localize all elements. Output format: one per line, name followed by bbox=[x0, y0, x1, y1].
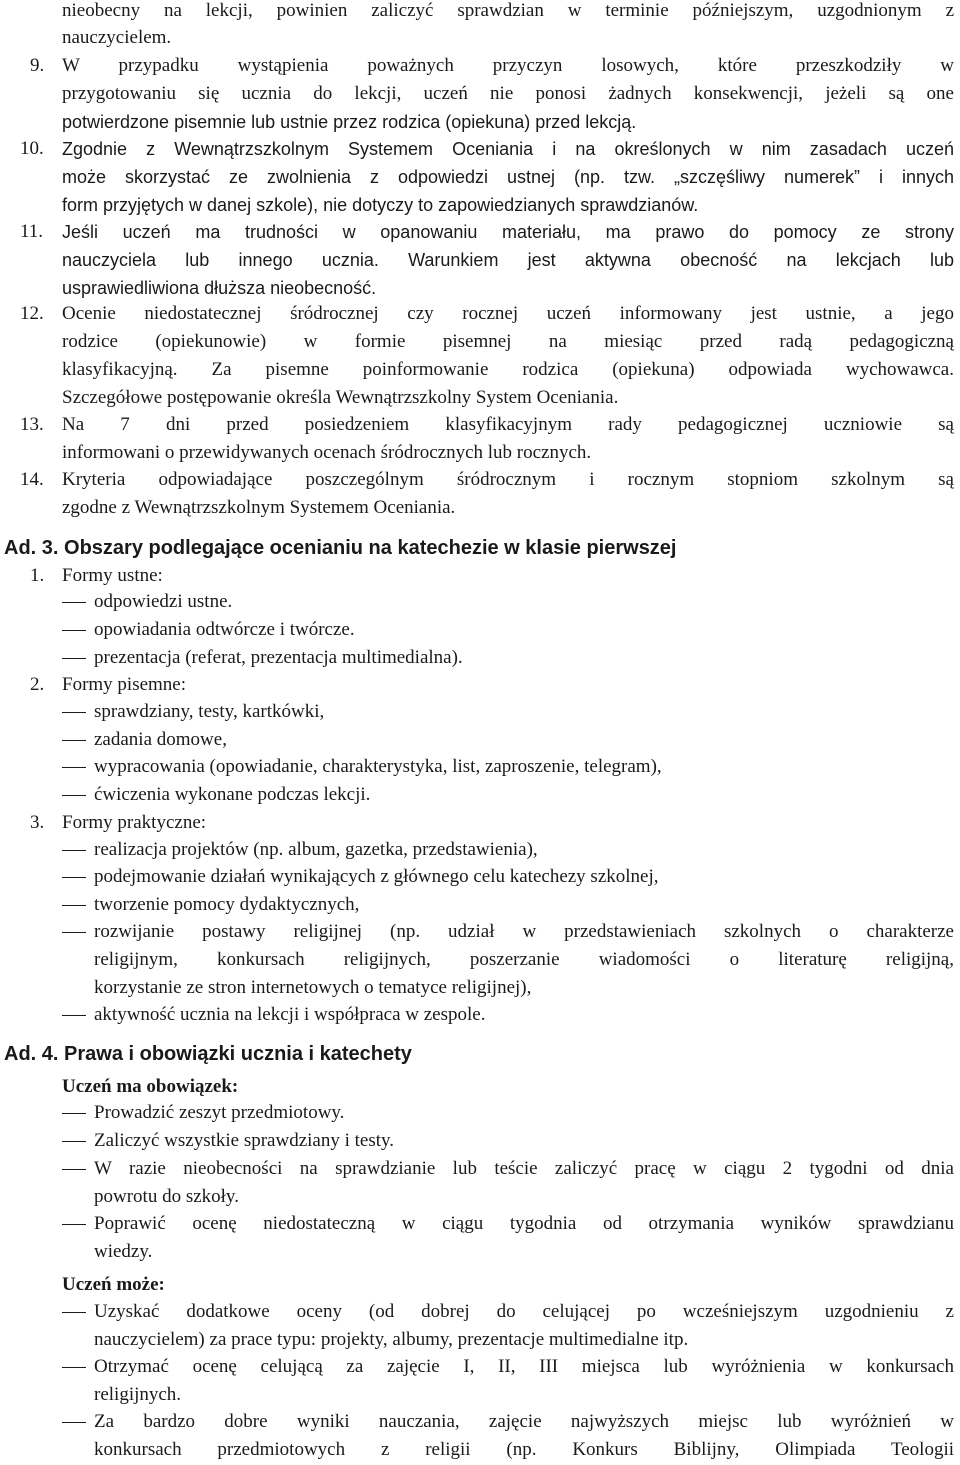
item-12-line-1: Ocenie niedostatecznej śródrocznej czy rocznej uczeń informowany jest ustnie, a jego bbox=[62, 303, 954, 324]
item-13-number: 13. bbox=[20, 414, 44, 435]
group-2-bullet-1: sprawdziany, testy, kartkówki, bbox=[94, 701, 325, 722]
bullet-dash-icon bbox=[62, 712, 86, 713]
right-2-line-1: Otrzymać ocenę celującą za zajęcie I, II, III miejsca lub wyróżnienia w konkursach bbox=[94, 1356, 954, 1377]
group-3-bullet-4-line-1: rozwijanie postawy religijnej (np. udział w przedstawieniach szkolnych o charakterze bbox=[94, 921, 954, 942]
bullet-dash-icon bbox=[62, 1141, 86, 1142]
group-2-bullet-4: ćwiczenia wykonane podczas lekcji. bbox=[94, 784, 371, 805]
item-14-number: 14. bbox=[20, 469, 44, 490]
group-3-bullet-2: podejmowanie działań wynikających z głównego celu katechezy szkolnej, bbox=[94, 866, 659, 887]
bullet-dash-icon bbox=[62, 740, 86, 741]
group-2-bullet-2: zadania domowe, bbox=[94, 729, 227, 750]
item-13-line-2: informowani o przewidywanych ocenach śródrocznych lub rocznych. bbox=[62, 442, 592, 463]
group-3-bullet-5: aktywność ucznia na lekcji i współpraca w zespole. bbox=[94, 1004, 486, 1025]
item-9-line-1: W przypadku wystąpienia poważnych przyczyn losowych, które przeszkodziły w bbox=[62, 55, 954, 76]
item-10-line-1: Zgodnie z Wewnątrzszkolnym Systemem Oceniania i na określonych w nim zasadach uczeń bbox=[62, 139, 954, 159]
duties-title: Uczeń ma obowiązek: bbox=[62, 1076, 239, 1097]
item-14-line-1: Kryteria odpowiadające poszczególnym śródrocznym i rocznym stopniom szkolnym są bbox=[62, 469, 954, 490]
item-10-line-3: form przyjętych w danej szkole), nie dotyczy to zapowiedzianych sprawdzianów. bbox=[62, 195, 699, 215]
group-1-number: 1. bbox=[30, 565, 45, 586]
bullet-dash-icon bbox=[62, 932, 86, 933]
bullet-dash-icon bbox=[62, 1367, 86, 1368]
item-12-number: 12. bbox=[20, 303, 44, 324]
group-1-bullet-3: prezentacja (referat, prezentacja multimedialna). bbox=[94, 647, 463, 668]
group-3-bullet-4-line-2: religijnym, konkursach religijnych, poszerzanie wiadomości o literaturę religijną, bbox=[94, 949, 954, 970]
bullet-dash-icon bbox=[62, 630, 86, 631]
bullet-dash-icon bbox=[62, 1113, 86, 1114]
bullet-dash-icon bbox=[62, 850, 86, 851]
duty-4-line-1: Poprawić ocenę niedostateczną w ciągu tygodnia od otrzymania wyników sprawdzianu bbox=[94, 1213, 954, 1234]
group-2-bullet-3: wypracowania (opowiadanie, charakterystyka, list, zaproszenie, telegram), bbox=[94, 756, 662, 777]
item-10-line-2: może skorzystać ze zwolnienia z odpowiedzi ustnej (np. tzw. „szczęśliwy numerek” i innych bbox=[62, 167, 954, 187]
item-12-line-2: rodzice (opiekunowie) w formie pisemnej na miesiąc przed radą pedagogiczną bbox=[62, 331, 954, 352]
bullet-dash-icon bbox=[62, 1169, 86, 1170]
item-10-number: 10. bbox=[20, 138, 44, 159]
item-9-number: 9. bbox=[30, 55, 45, 76]
bullet-dash-icon bbox=[62, 905, 86, 906]
duty-2: Zaliczyć wszystkie sprawdziany i testy. bbox=[94, 1130, 395, 1151]
group-2-title: Formy pisemne: bbox=[62, 674, 187, 695]
item-11-number: 11. bbox=[20, 221, 44, 242]
group-3-bullet-1: realizacja projektów (np. album, gazetka, przedstawienia), bbox=[94, 839, 538, 860]
item-9-line-2: przygotowaniu się ucznia do lekcji, uczeń nie ponosi żadnych konsekwencji, jeżeli są one bbox=[62, 83, 954, 104]
duty-3-line-2: powrotu do szkoły. bbox=[94, 1186, 239, 1207]
bullet-dash-icon bbox=[62, 1224, 86, 1225]
group-3-title: Formy praktyczne: bbox=[62, 812, 207, 833]
bullet-dash-icon bbox=[62, 1312, 86, 1313]
item-13-line-1: Na 7 dni przed posiedzeniem klasyfikacyjnym rady pedagogicznej uczniowie są bbox=[62, 414, 954, 435]
section-heading-ad3: Ad. 3. Obszary podlegające ocenianiu na katechezie w klasie pierwszej bbox=[4, 537, 677, 559]
rights-title: Uczeń może: bbox=[62, 1274, 165, 1295]
item-12-line-4: Szczegółowe postępowanie określa Wewnątrzszkolny System Oceniania. bbox=[62, 387, 619, 408]
duty-4-line-2: wiedzy. bbox=[94, 1241, 153, 1262]
bullet-dash-icon bbox=[62, 602, 86, 603]
item-11-line-3: usprawiedliwiona dłuższa nieobecność. bbox=[62, 278, 377, 298]
group-1-bullet-2: opowiadania odtwórcze i twórcze. bbox=[94, 619, 355, 640]
bullet-dash-icon bbox=[62, 1015, 86, 1016]
item-11-line-1: Jeśli uczeń ma trudności w opanowaniu materiału, ma prawo do pomocy ze strony bbox=[62, 222, 954, 242]
duty-1: Prowadzić zeszyt przedmiotowy. bbox=[94, 1102, 345, 1123]
item-12-line-3: klasyfikacyjną. Za pisemne poinformowanie rodzica (opiekuna) odpowiada wychowawca. bbox=[62, 359, 954, 380]
right-1-line-2: nauczycielem) za prace typu: projekty, albumy, prezentacje multimedialne itp. bbox=[94, 1329, 689, 1350]
item-11-line-2: nauczyciela lub innego ucznia. Warunkiem jest aktywna obecność na lekcjach lub bbox=[62, 250, 954, 270]
group-1-bullet-1: odpowiedzi ustne. bbox=[94, 591, 233, 612]
right-3-line-1: Za bardzo dobre wyniki nauczania, zajęcie najwyższych miejsc lub wyróżnień w bbox=[94, 1411, 954, 1432]
bullet-dash-icon bbox=[62, 877, 86, 878]
group-3-bullet-4-line-3: korzystanie ze stron internetowych o tematyce religijnej), bbox=[94, 977, 532, 998]
section-heading-ad4: Ad. 4. Prawa i obowiązki ucznia i katechety bbox=[4, 1043, 412, 1065]
group-2-number: 2. bbox=[30, 674, 45, 695]
bullet-dash-icon bbox=[62, 658, 86, 659]
right-3-line-2: konkursach przedmiotowych z religii (np. Konkurs Biblijny, Olimpiada Teologii bbox=[94, 1439, 954, 1460]
right-1-line-1: Uzyskać dodatkowe oceny (od dobrej do celującej po wcześniejszym uzgodnieniu z bbox=[94, 1301, 954, 1322]
group-1-title: Formy ustne: bbox=[62, 565, 163, 586]
continuation-line-1: nieobecny na lekcji, powinien zaliczyć sprawdzian w terminie późniejszym, uzgodnionym z bbox=[62, 0, 954, 21]
bullet-dash-icon bbox=[62, 795, 86, 796]
right-2-line-2: religijnych. bbox=[94, 1384, 182, 1405]
item-9-line-3: potwierdzone pisemnie lub ustnie przez rodzica (opiekuna) przed lekcją. bbox=[62, 112, 637, 132]
duty-3-line-1: W razie nieobecności na sprawdzianie lub teście zaliczyć pracę w ciągu 2 tygodni od dnia bbox=[94, 1158, 954, 1179]
continuation-line-2: nauczycielem. bbox=[62, 27, 172, 48]
bullet-dash-icon bbox=[62, 1422, 86, 1423]
item-14-line-2: zgodne z Wewnątrzszkolnym Systemem Oceniania. bbox=[62, 497, 456, 518]
group-3-number: 3. bbox=[30, 812, 45, 833]
bullet-dash-icon bbox=[62, 767, 86, 768]
group-3-bullet-3: tworzenie pomocy dydaktycznych, bbox=[94, 894, 360, 915]
